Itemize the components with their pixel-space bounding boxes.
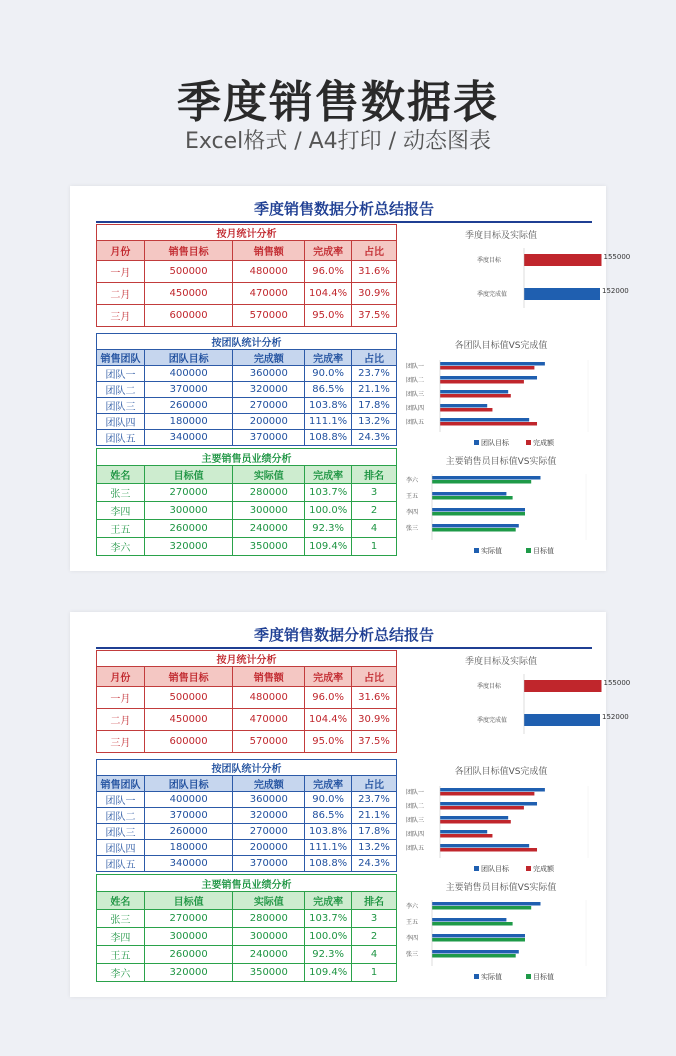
- table-cell[interactable]: 4: [352, 946, 397, 964]
- legend-swatch: [526, 866, 531, 871]
- legend-swatch: [526, 974, 531, 979]
- table-cell[interactable]: 470000: [233, 283, 305, 305]
- staff-caption: 主要销售员业绩分析: [97, 449, 397, 466]
- table-cell[interactable]: 600000: [144, 305, 233, 327]
- table-cell[interactable]: 370000: [233, 430, 305, 446]
- category-label: 季度完成值: [477, 717, 508, 724]
- hero-subtitle: Excel格式 / A4打印 / 动态图表: [184, 129, 492, 154]
- table-cell[interactable]: 260000: [144, 520, 233, 538]
- table-cell[interactable]: 360000: [233, 366, 305, 382]
- bar: [432, 934, 525, 938]
- table-cell[interactable]: 108.8%: [305, 430, 352, 446]
- header-cell: 目标值: [144, 892, 233, 910]
- chart-title: 主要销售员目标值VS实际值: [445, 457, 557, 467]
- category-label: 季度完成值: [477, 291, 508, 298]
- legend-label: 实际值: [481, 973, 502, 981]
- table-cell[interactable]: 1: [352, 964, 397, 982]
- chart-team-target: [402, 336, 600, 446]
- staff-caption: 主要销售员业绩分析: [97, 875, 397, 892]
- legend-swatch: [474, 440, 479, 445]
- header-cell: 月份: [97, 241, 145, 261]
- table-cell[interactable]: 111.1%: [305, 414, 352, 430]
- table-cell[interactable]: 李四: [97, 502, 145, 520]
- table-cell[interactable]: 23.7%: [352, 792, 397, 808]
- bar: [440, 830, 487, 834]
- category-label: 团队二: [406, 377, 425, 384]
- category-label: 团队四: [406, 831, 425, 838]
- bar: [524, 254, 602, 266]
- table-row: [97, 283, 397, 305]
- bar: [432, 476, 541, 480]
- category-label: 李六: [406, 903, 419, 910]
- table-cell[interactable]: 180000: [144, 840, 233, 856]
- table-cell[interactable]: 二月: [97, 709, 145, 731]
- table-cell[interactable]: 30.9%: [352, 283, 397, 305]
- monthly-caption: 按月统计分析: [97, 651, 397, 667]
- table-cell[interactable]: 4: [352, 520, 397, 538]
- monthly-header-row: [97, 667, 397, 687]
- bar: [524, 714, 600, 726]
- header-cell: 完成额: [233, 776, 305, 792]
- table-cell[interactable]: 团队一: [97, 792, 145, 808]
- table-cell[interactable]: 90.0%: [305, 792, 352, 808]
- table-row: [97, 946, 397, 964]
- legend-label: 团队目标: [481, 865, 509, 873]
- header-cell: 完成率: [305, 466, 352, 484]
- monthly-table: [96, 224, 397, 327]
- category-label: 王五: [406, 493, 419, 500]
- header-cell: 月份: [97, 667, 145, 687]
- table-row: [97, 928, 397, 946]
- data-label: 152000: [602, 287, 629, 295]
- header-cell: 完成率: [305, 667, 352, 687]
- table-row: [97, 792, 397, 808]
- table-cell[interactable]: 270000: [144, 910, 233, 928]
- table-row: [97, 414, 397, 430]
- table-cell[interactable]: 340000: [144, 856, 233, 872]
- table-row: [97, 484, 397, 502]
- table-row: [97, 824, 397, 840]
- category-label: 团队一: [406, 363, 425, 370]
- header-cell: 销售额: [233, 241, 305, 261]
- header-cell: 排名: [352, 466, 397, 484]
- header-cell: 占比: [352, 776, 397, 792]
- category-label: 团队三: [406, 817, 425, 824]
- bar: [440, 788, 545, 792]
- category-label: 张三: [406, 525, 419, 532]
- bar: [440, 362, 545, 366]
- category-label: 团队五: [406, 419, 425, 426]
- bar: [440, 816, 508, 820]
- table-cell[interactable]: 270000: [233, 824, 305, 840]
- legend-label: 实际值: [481, 547, 502, 555]
- table-cell[interactable]: 320000: [233, 382, 305, 398]
- table-cell[interactable]: 450000: [144, 709, 233, 731]
- legend-swatch: [526, 440, 531, 445]
- category-label: 李六: [406, 477, 419, 484]
- table-cell[interactable]: 270000: [144, 484, 233, 502]
- staff-table: [96, 448, 397, 556]
- team-header-row: [97, 776, 397, 792]
- legend-label: 团队目标: [481, 439, 509, 447]
- table-row: [97, 964, 397, 982]
- table-cell[interactable]: 480000: [233, 261, 305, 283]
- chart-quarter-target: [402, 226, 631, 326]
- data-label: 155000: [603, 253, 631, 261]
- table-cell[interactable]: 300000: [144, 928, 233, 946]
- table-cell[interactable]: 王五: [97, 520, 145, 538]
- table-cell[interactable]: 团队二: [97, 382, 145, 398]
- bar: [440, 380, 524, 384]
- table-row: [97, 856, 397, 872]
- table-cell[interactable]: 23.7%: [352, 366, 397, 382]
- table-cell[interactable]: 13.2%: [352, 414, 397, 430]
- table-row: [97, 808, 397, 824]
- bar: [432, 902, 541, 906]
- bar: [440, 806, 524, 810]
- category-label: 李四: [406, 935, 419, 942]
- table-cell[interactable]: 24.3%: [352, 430, 397, 446]
- bar: [432, 954, 516, 958]
- table-cell[interactable]: 31.6%: [352, 687, 397, 709]
- table-cell[interactable]: 200000: [233, 414, 305, 430]
- header-cell: 实际值: [233, 466, 305, 484]
- bar: [440, 404, 487, 408]
- table-cell[interactable]: 团队五: [97, 430, 145, 446]
- table-cell[interactable]: 370000: [233, 856, 305, 872]
- table-cell[interactable]: 90.0%: [305, 366, 352, 382]
- table-cell[interactable]: 团队四: [97, 840, 145, 856]
- table-cell[interactable]: 三月: [97, 731, 145, 753]
- table-cell[interactable]: 570000: [233, 305, 305, 327]
- monthly-table: [96, 650, 397, 753]
- bar: [432, 496, 513, 500]
- table-cell[interactable]: 21.1%: [352, 808, 397, 824]
- category-label: 王五: [406, 919, 419, 926]
- table-cell[interactable]: 320000: [144, 538, 233, 556]
- table-cell[interactable]: 111.1%: [305, 840, 352, 856]
- bar: [440, 834, 492, 838]
- table-cell[interactable]: 270000: [233, 398, 305, 414]
- category-label: 团队五: [406, 845, 425, 852]
- monthly-header-row: [97, 241, 397, 261]
- table-cell[interactable]: 470000: [233, 709, 305, 731]
- table-cell[interactable]: 340000: [144, 430, 233, 446]
- header-cell: 完成率: [305, 776, 352, 792]
- header-cell: 完成率: [305, 241, 352, 261]
- team-caption: 按团队统计分析: [97, 760, 397, 776]
- table-cell[interactable]: 王五: [97, 946, 145, 964]
- table-cell[interactable]: 团队二: [97, 808, 145, 824]
- bar: [432, 480, 531, 484]
- table-row: [97, 261, 397, 283]
- data-label: 155000: [603, 679, 631, 687]
- table-cell[interactable]: 95.0%: [305, 731, 352, 753]
- team-table: [96, 759, 397, 872]
- bar: [524, 680, 602, 692]
- table-cell[interactable]: 团队三: [97, 398, 145, 414]
- legend-label: 完成额: [533, 865, 554, 873]
- header-cell: 团队目标: [144, 350, 233, 366]
- staff-table: [96, 874, 397, 982]
- header-cell: 销售团队: [97, 776, 145, 792]
- header-cell: 团队目标: [144, 776, 233, 792]
- header-cell: 完成率: [305, 350, 352, 366]
- legend-swatch: [526, 548, 531, 553]
- bar: [432, 922, 513, 926]
- table-cell[interactable]: 95.0%: [305, 305, 352, 327]
- table-cell[interactable]: 3: [352, 910, 397, 928]
- category-label: 季度目标: [477, 683, 502, 690]
- chart-title: 季度目标及实际值: [464, 657, 538, 667]
- table-cell[interactable]: 37.5%: [352, 731, 397, 753]
- bar: [432, 508, 525, 512]
- table-cell[interactable]: 500000: [144, 261, 233, 283]
- table-cell[interactable]: 96.0%: [305, 261, 352, 283]
- report-title: 季度销售数据分析总结报告: [96, 198, 592, 223]
- bar: [432, 918, 506, 922]
- header-cell: 销售团队: [97, 350, 145, 366]
- table-row: [97, 430, 397, 446]
- category-label: 张三: [406, 951, 419, 958]
- chart-quarter-target: [402, 652, 631, 752]
- bar: [440, 792, 534, 796]
- table-cell[interactable]: 团队五: [97, 856, 145, 872]
- header-cell: 姓名: [97, 466, 145, 484]
- header-cell: 销售目标: [144, 667, 233, 687]
- header-cell: 目标值: [144, 466, 233, 484]
- table-cell[interactable]: 李四: [97, 928, 145, 946]
- table-cell[interactable]: 团队一: [97, 366, 145, 382]
- header-cell: 占比: [352, 241, 397, 261]
- table-cell[interactable]: 96.0%: [305, 687, 352, 709]
- table-cell[interactable]: 480000: [233, 687, 305, 709]
- table-cell[interactable]: 103.7%: [305, 910, 352, 928]
- table-row: [97, 366, 397, 382]
- table-cell[interactable]: 360000: [233, 792, 305, 808]
- table-cell[interactable]: 300000: [144, 502, 233, 520]
- table-cell[interactable]: 17.8%: [352, 824, 397, 840]
- table-row: [97, 382, 397, 398]
- team-table: [96, 333, 397, 446]
- table-cell[interactable]: 240000: [233, 520, 305, 538]
- table-row: [97, 520, 397, 538]
- header-cell: 占比: [352, 350, 397, 366]
- bar: [440, 418, 529, 422]
- bar: [432, 906, 531, 910]
- table-row: [97, 910, 397, 928]
- table-cell[interactable]: 260000: [144, 824, 233, 840]
- header-cell: 排名: [352, 892, 397, 910]
- chart-team-target: [402, 762, 600, 872]
- table-cell[interactable]: 104.4%: [305, 283, 352, 305]
- legend-label: 目标值: [533, 547, 554, 555]
- bar: [524, 288, 600, 300]
- table-cell[interactable]: 180000: [144, 414, 233, 430]
- table-cell[interactable]: 1: [352, 538, 397, 556]
- category-label: 团队二: [406, 803, 425, 810]
- legend-swatch: [474, 974, 479, 979]
- team-header-row: [97, 350, 397, 366]
- bar: [440, 394, 511, 398]
- table-row: [97, 709, 397, 731]
- monthly-caption: 按月统计分析: [97, 225, 397, 241]
- chart-staff-target: [402, 878, 600, 982]
- table-cell[interactable]: 13.2%: [352, 840, 397, 856]
- bar: [440, 802, 537, 806]
- table-row: [97, 398, 397, 414]
- legend-label: 完成额: [533, 439, 554, 447]
- table-row: [97, 731, 397, 753]
- table-cell[interactable]: 2: [352, 928, 397, 946]
- report-sheet-1: [70, 186, 631, 571]
- chart-title: 季度目标及实际值: [464, 231, 538, 241]
- bar: [432, 938, 525, 942]
- table-cell[interactable]: 30.9%: [352, 709, 397, 731]
- table-cell[interactable]: 37.5%: [352, 305, 397, 327]
- table-cell[interactable]: 团队三: [97, 824, 145, 840]
- table-cell[interactable]: 320000: [233, 808, 305, 824]
- staff-header-row: [97, 892, 397, 910]
- data-label: 152000: [602, 713, 629, 721]
- table-cell[interactable]: 张三: [97, 910, 145, 928]
- table-cell[interactable]: 400000: [144, 366, 233, 382]
- report-sheet-2: [70, 612, 631, 997]
- header-cell: 销售额: [233, 667, 305, 687]
- table-cell[interactable]: 104.4%: [305, 709, 352, 731]
- table-cell[interactable]: 21.1%: [352, 382, 397, 398]
- table-cell[interactable]: 86.5%: [305, 808, 352, 824]
- table-row: [97, 840, 397, 856]
- report-title: 季度销售数据分析总结报告: [96, 624, 592, 649]
- table-row: [97, 538, 397, 556]
- category-label: 团队一: [406, 789, 425, 796]
- table-cell[interactable]: 三月: [97, 305, 145, 327]
- table-cell[interactable]: 109.4%: [305, 964, 352, 982]
- table-cell[interactable]: 300000: [233, 928, 305, 946]
- chart-staff-target: [402, 452, 600, 556]
- header-cell: 占比: [352, 667, 397, 687]
- chart-title: 各团队目标值VS完成值: [454, 341, 548, 351]
- bar: [440, 820, 511, 824]
- bar: [440, 422, 537, 426]
- team-caption: 按团队统计分析: [97, 334, 397, 350]
- table-cell[interactable]: 17.8%: [352, 398, 397, 414]
- table-row: [97, 502, 397, 520]
- staff-header-row: [97, 466, 397, 484]
- table-row: [97, 687, 397, 709]
- bar: [432, 528, 516, 532]
- table-row: [97, 305, 397, 327]
- table-cell[interactable]: 一月: [97, 687, 145, 709]
- header-cell: 销售目标: [144, 241, 233, 261]
- category-label: 团队四: [406, 405, 425, 412]
- table-cell[interactable]: 570000: [233, 731, 305, 753]
- chart-title: 各团队目标值VS完成值: [454, 767, 548, 777]
- table-cell[interactable]: 300000: [233, 502, 305, 520]
- table-cell[interactable]: 2: [352, 502, 397, 520]
- bar: [432, 512, 525, 516]
- bar: [432, 950, 519, 954]
- table-cell[interactable]: 320000: [144, 964, 233, 982]
- table-cell[interactable]: 李六: [97, 538, 145, 556]
- table-cell[interactable]: 240000: [233, 946, 305, 964]
- table-cell[interactable]: 3: [352, 484, 397, 502]
- table-cell[interactable]: 一月: [97, 261, 145, 283]
- bar: [440, 376, 537, 380]
- table-cell[interactable]: 92.3%: [305, 520, 352, 538]
- bar: [432, 524, 519, 528]
- table-cell[interactable]: 280000: [233, 484, 305, 502]
- legend-swatch: [474, 866, 479, 871]
- table-cell[interactable]: 李六: [97, 964, 145, 982]
- category-label: 团队三: [406, 391, 425, 398]
- table-cell[interactable]: 109.4%: [305, 538, 352, 556]
- table-cell[interactable]: 108.8%: [305, 856, 352, 872]
- table-cell[interactable]: 260000: [144, 946, 233, 964]
- table-cell[interactable]: 100.0%: [305, 928, 352, 946]
- table-cell[interactable]: 280000: [233, 910, 305, 928]
- category-label: 李四: [406, 509, 419, 516]
- table-cell[interactable]: 350000: [233, 538, 305, 556]
- header-cell: 完成率: [305, 892, 352, 910]
- header-cell: 实际值: [233, 892, 305, 910]
- table-cell[interactable]: 350000: [233, 964, 305, 982]
- table-cell[interactable]: 103.8%: [305, 824, 352, 840]
- table-cell[interactable]: 400000: [144, 792, 233, 808]
- chart-title: 主要销售员目标值VS实际值: [445, 883, 557, 893]
- table-cell[interactable]: 24.3%: [352, 856, 397, 872]
- table-cell[interactable]: 100.0%: [305, 502, 352, 520]
- bar: [440, 844, 529, 848]
- bar: [440, 390, 508, 394]
- table-cell[interactable]: 31.6%: [352, 261, 397, 283]
- header-cell: 姓名: [97, 892, 145, 910]
- table-cell[interactable]: 370000: [144, 382, 233, 398]
- legend-label: 目标值: [533, 973, 554, 981]
- bar: [432, 492, 506, 496]
- table-cell[interactable]: 500000: [144, 687, 233, 709]
- legend-swatch: [474, 548, 479, 553]
- table-cell[interactable]: 450000: [144, 283, 233, 305]
- table-cell[interactable]: 103.7%: [305, 484, 352, 502]
- table-cell[interactable]: 103.8%: [305, 398, 352, 414]
- bar: [440, 848, 537, 852]
- table-cell[interactable]: 370000: [144, 808, 233, 824]
- table-cell[interactable]: 86.5%: [305, 382, 352, 398]
- category-label: 季度目标: [477, 257, 502, 264]
- table-cell[interactable]: 92.3%: [305, 946, 352, 964]
- table-cell[interactable]: 张三: [97, 484, 145, 502]
- bar: [440, 366, 534, 370]
- header-cell: 完成额: [233, 350, 305, 366]
- table-cell[interactable]: 200000: [233, 840, 305, 856]
- table-cell[interactable]: 二月: [97, 283, 145, 305]
- table-cell[interactable]: 团队四: [97, 414, 145, 430]
- bar: [440, 408, 492, 412]
- table-cell[interactable]: 260000: [144, 398, 233, 414]
- table-cell[interactable]: 600000: [144, 731, 233, 753]
- hero-title: 季度销售数据表: [177, 77, 499, 128]
